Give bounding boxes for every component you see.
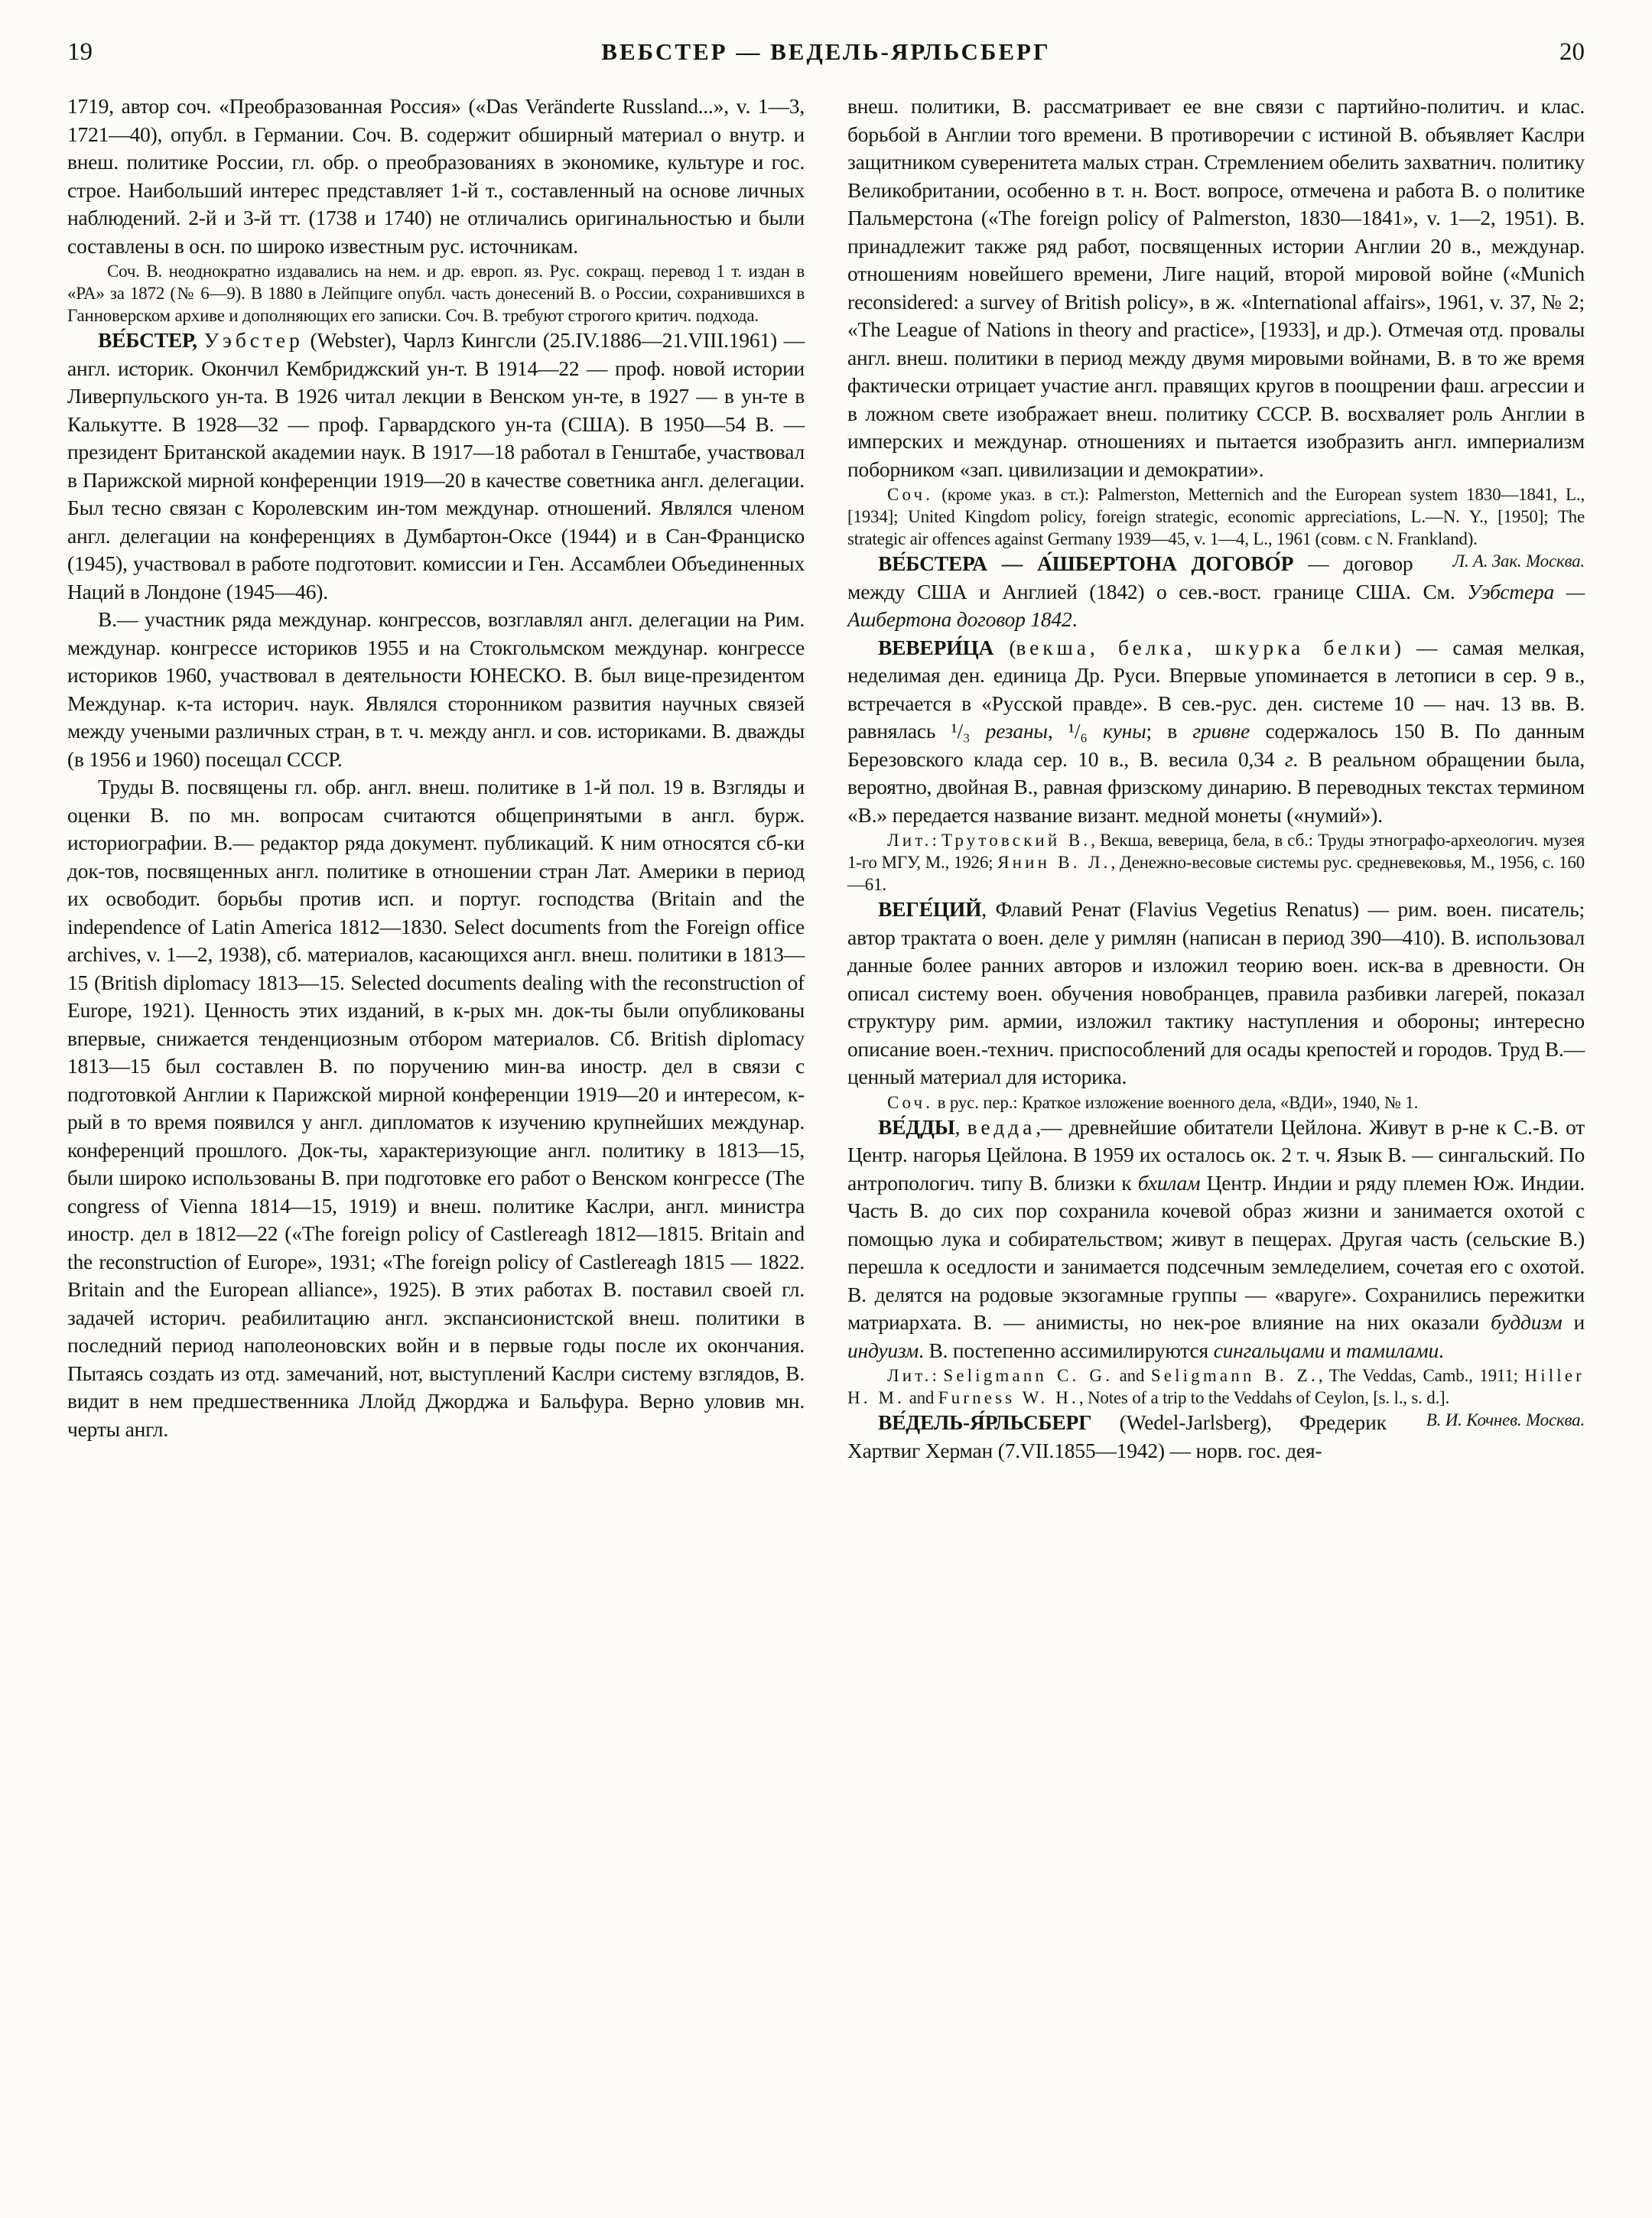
text-run: тамилами <box>1346 1338 1439 1362</box>
text-run: сингальцами <box>1213 1338 1325 1362</box>
text-run: бхилам <box>1137 1170 1201 1195</box>
text-columns <box>67 93 1585 1465</box>
text-run: . В. постепенно ассимилируются <box>919 1338 1214 1362</box>
text-run: , Денежно-весовые системы рус. средневековья, М., 1956, с. 160—61. <box>847 853 1585 894</box>
text-run: , Notes of a trip to the Veddahs of Ceylon, [s. l., s. d.]. <box>1078 1388 1450 1407</box>
text-run: Трутовский В. <box>941 831 1091 850</box>
text-run: (Webster), Чарлз Кингсли (25.IV.1886—21.VIII.1961) — англ. историк. Окончил Кембриджский ун-т. В 1914—22 — проф. новой истории Ливерпульского ун-та. В 1926 читал лекции в Венском ун-те, в 1927 — в ун-те в Калькутте. В 1928—32 — проф. Гарвардского ун-та (США). В 1950—54 В. — президент Британской академии наук. В 1917—18 работал в Генштабе, участвовал в Парижской мирной конференции 1919—20 в качестве советника англ. делегации. Был тесно связан с Королевским ин-том междунар. отношений. Являлся членом англ. делегации на конференциях в Думбартон-Оксе (1944) и в Сан-Франциско (1945), участвовал в работе подготовит. комиссии и Ген. Ассамблеи Объединенных Наций в Лондоне (1945—46). <box>67 328 805 603</box>
webster-works-paragraph <box>67 773 805 1443</box>
text-run: ) — самая мелкая, неделимая ден. единица Др. Руси. Впервые упоминается в летописи в сер. 9 в., встречается в «Русской правде». В сев.-рус. ден. системе 10 — нач. 13 вв. В. равнялась ¹/₃ <box>847 635 1585 743</box>
text-run: Лит. <box>887 831 932 850</box>
text-run: : <box>932 831 942 850</box>
text-run: Seligmann B. Z. <box>1150 1366 1319 1385</box>
entry-headword: ВЕ́БСТЕРА — А́ШБЕРТОНА ДОГОВО́Р <box>878 551 1294 575</box>
header-title: ВЕБСТЕР — ВЕДЕЛЬ-ЯРЛЬСБЕРГ <box>601 38 1051 65</box>
text-run: Труды В. посвящены гл. обр. англ. внеш. политике в 1-й пол. 19 в. Взгляды и оценки В. по мн. вопросам считаются общепринятыми в англ. бурж. историографии. В.— редактор ряда документ. публикаций. К ним относятся сб-ки док-тов, посвященных англ. политике в отношении стран Лат. Америки в период их освободит. борьбы против исп. и португ. господства (Britain and the independence of Latin America 1812—1830. Select documents from the Foreign office archives, v. 1—2, 1938), сб. материалов, касающихся англ. внеш. политики в 1813—15 (British diplomacy 1813—15. Selected documents dealing with the reconstruction of Europe, 1921). Ценность этих изданий, в к-рых мн. док-ты были опубликованы впервые, снижается тенденциозным отбором материалов. Сб. British diplomacy 1813—15 был составлен В. по поручению мин-ва иностр. дел в связи с подготовкой Англии к Парижской мирной конференции 1919—20 и интересом, к-рый в то время появился у англ. дипломатов к изучению крупнейших междунар. конференций прошлого. Док-ты, характеризующие англ. политику в 1813—15, были широко использованы В. при подготовке его работ о Венском конгрессе (The congress of Vienna 1814—15, 1919) и внеш. политике Каслри, англ. министра иностр. дел в 1812—22 («The foreign policy of Castlereagh 1812—1815. Britain and the reconstruction of Europe», 1931; «The foreign policy of Castlereagh 1815 — 1822. Britain and the European alliance», 1925). В этих работах В. поставил своей гл. задачей историч. реабилитацию англ. экспансионистской внеш. политики в последний период наполеоновских войн и в первые годы после их окончания. Пытаясь создать из отд. замечаний, нот, выступлений Каслри систему взглядов, В. видит в нем предшественника Ллойд Джорджа и Бальфура. Верно уловив мн. черты англ. <box>67 775 805 1441</box>
veveritsa-entry <box>847 634 1585 830</box>
text-run: and <box>905 1388 938 1407</box>
text-run: буддизм <box>1491 1310 1563 1334</box>
entry-headword: ВЕВЕРИ́ЦА <box>878 635 994 659</box>
entry-headword: ВЕ́ДЕЛЬ-Я́РЛЬСБЕРГ <box>878 1410 1092 1434</box>
text-run: Hiller H. M. <box>847 1366 1585 1407</box>
text-run: Уэбстер <box>203 328 304 352</box>
text-run: (Wedel-Jarlsberg), Фредерик Хартвиг Херман (7.VII.1855—1942) — норв. гос. дея- <box>847 1410 1387 1462</box>
text-run: , Векша, веверица, бела, в сб.: Труды этнографо-археологич. музея 1-го МГУ, М., 1926; <box>847 831 1585 872</box>
text-run: . В реальном обращении была, вероятно, двойная В., равная фризскому динарию. В переводных текстах термином «В.» передается название визант. медной монеты («нумий»). <box>847 746 1585 827</box>
text-run: and <box>1112 1366 1151 1385</box>
text-run: : <box>932 1366 944 1385</box>
text-run: — договор между США и Англией (1842) о сев.-вост. границе США. См. <box>847 551 1468 603</box>
text-run: в рус. пер.: Краткое изложение военного дела, «ВДИ», 1940, № 1. <box>933 1092 1419 1112</box>
weber-bibliography <box>67 260 805 327</box>
text-run: Янин В. Л. <box>997 853 1111 872</box>
text-run: индуизм <box>847 1338 919 1362</box>
text-run: ; в <box>1146 719 1193 743</box>
text-run: и <box>1325 1338 1347 1362</box>
running-header <box>67 38 1585 67</box>
page-number-left: 19 <box>67 38 93 66</box>
text-run: , The Veddas, Camb., 1911; <box>1318 1366 1525 1385</box>
text-run: . <box>1439 1338 1444 1362</box>
text-run: Seligmann C. G. <box>943 1366 1113 1385</box>
text-run: резаны <box>985 719 1048 743</box>
text-run: В.— участник ряда междунар. конгрессов, возглавлял англ. делегации на Рим. междунар. конгрессе историков 1955 и на Стокгольмском междунар. конгрессе историков 1960, участвовал в деятельности ЮНЕСКО. В. был вице-президентом Междунар. к-та историч. наук. Являлся сторонником развития научных связей между учеными различных стран, в т. ч. между англ. и сов. историками. В. дважды (в 1956 и 1960) посещал СССР. <box>67 607 805 771</box>
text-run: , Флавий Ренат (Flavius Vegetius Renatus) — рим. воен. писатель; автор трактата о воен. деле у римлян (написан в период 390—410). В. использовал данные более ранних авторов и изложил теорию воен. иск-ва в древности. Он описал систему воен. обучения новобранцев, правила разбивки лагерей, показал структуру рим. армии, изложил тактику наступления и обороны; интересно описание воен.-технич. приспособлений для осады крепостей и городов. Труд В.— ценный материал для историка. <box>847 897 1585 1088</box>
text-run: содержалось 150 В. По данным Березовского клада сер. 10 в., В. весила 0,34 <box>847 719 1585 771</box>
author-signature: В. И. Кочнев. Москва. <box>1426 1410 1585 1429</box>
vegetius-entry <box>847 896 1585 1091</box>
veveritsa-literature <box>847 829 1585 896</box>
weber-article-continuation <box>67 93 805 260</box>
text-run: г <box>1284 746 1293 771</box>
text-run: Соч. <box>887 485 934 504</box>
webster-article-continuation <box>847 93 1585 483</box>
text-run: куны <box>1102 719 1146 743</box>
vegetius-works <box>847 1091 1585 1114</box>
text-run: . <box>1072 607 1078 631</box>
text-run: Соч. В. неоднократно издавались на нем. и др. европ. яз. Рус. сокращ. перевод 1 т. издан в «РА» за 1872 (№ 6—9). В 1880 в Лейпциге опубл. часть донесений В. о России, сохранившихся в Ганноверском архиве и дополняющих его записки. Соч. В. требуют строгого критич. подхода. <box>67 262 805 325</box>
veddas-entry <box>847 1114 1585 1365</box>
right-column <box>847 93 1585 1465</box>
text-run: Furness W. H. <box>938 1388 1079 1407</box>
left-column <box>67 93 805 1465</box>
text-run: Лит. <box>887 1366 932 1385</box>
text-run: (кроме указ. в ст.): Palmerston, Metternich and the European system 1830—1841, L., [1934]; United Kingdom policy, foreign strategic, economic appreciations, L.—N. Y., [1950]; The strategic air offences against Germany 1939—45, v. 1—4, L., 1961 (совм. с N. Frankland). <box>847 485 1585 548</box>
author-signature: Л. А. Зак. Москва. <box>1452 551 1585 571</box>
page-number-right: 20 <box>1559 38 1585 66</box>
text-run: Уэбстера — Ашбертона договор 1842 <box>847 579 1585 631</box>
text-run: и <box>1562 1310 1585 1334</box>
entry-headword: ВЕГЕ́ЦИЙ <box>878 897 982 921</box>
text-run: гривне <box>1192 719 1250 743</box>
text-run: векша, белка, шкурка белки <box>1016 635 1394 659</box>
text-run: ведда <box>967 1114 1036 1139</box>
text-run: ( <box>993 635 1016 659</box>
text-run: , ¹/₆ <box>1047 719 1103 743</box>
text-run: Центр. Индии и ряду племен Юж. Индии. Часть В. до сих пор сохранила кочевой образ жизни и занимается охотой с помощью лука и собирательством; живут в пещерах. Другая часть (сельские В.) перешла к оседлости и занимается подсечным земледелием, сочетая его с охотой. В. делятся на родовые экзогамные группы — «варуге». Сохранились пережитки матриархата. В. — анимисты, но нек-рое влияние на них оказали <box>847 1170 1585 1334</box>
text-run: внеш. политики, В. рассматривает ее вне связи с партийно-политич. и клас. борьбой в Англии того времени. В противоречии с истиной В. объявляет Каслри защитником суверенитета малых стран. Стремлением обелить захватнич. политику Великобритании, особенно в т. н. Вост. вопросе, отмечена и работа В. о политике Пальмерстона («The foreign policy of Palmerston, 1830—1841», v. 1—2, 1951). В. принадлежит также ряд работ, посвященных истории Англии 20 в., междунар. отношениям новейшего времени, Лиге наций, второй мировой войне («Munich reconsidered: a survey of British policy», в ж. «International affairs», 1961, v. 37, № 2; «The League of Nations in theory and practice», [1933], и др.). Отмечая отд. провалы англ. внеш. политики в период между двумя мировыми войнами, В. в то же время фактически отрицает участие англ. правящих кругов в поощрении фаш. агрессии и в ложном свете изображает внеш. политику СССР. В. восхваляет роль Англии в имперских и междунар. отношениях и пытается изобразить англ. империализм поборником «зап. цивилизации и демократии». <box>847 94 1585 481</box>
entry-headword: ВЕ́ДДЫ <box>878 1114 955 1139</box>
text-run: 1719, автор соч. «Преобразованная Россия» («Das Veränderte Russland...», v. 1—3, 1721—40), опубл. в Германии. Соч. В. содержит обширный материал о внутр. и внеш. политике России, гл. обр. о преобразованиях в экономике, культуре и гос. строе. Наибольший интерес представляет 1-й т., составленный на основе личных наблюдений. 2-й и 3-й тт. (1738 и 1740) не отличались оригинальностью и были составлены в осн. по широко известным рус. источникам. <box>67 94 805 258</box>
webster-congresses-paragraph <box>67 606 805 773</box>
webster-entry <box>67 327 805 606</box>
text-run: , <box>954 1114 967 1139</box>
entry-headword: ВЕ́БСТЕР, <box>98 328 204 352</box>
text-run: Соч. <box>887 1092 934 1112</box>
text-run: ,— древнейшие обитатели Цейлона. Живут в р-не к С.-В. от Центр. нагорья Цейлона. В 1959 их осталось ок. 2 т. ч. Язык В. — сингальский. По антропологич. типу В. близки к <box>847 1114 1585 1195</box>
